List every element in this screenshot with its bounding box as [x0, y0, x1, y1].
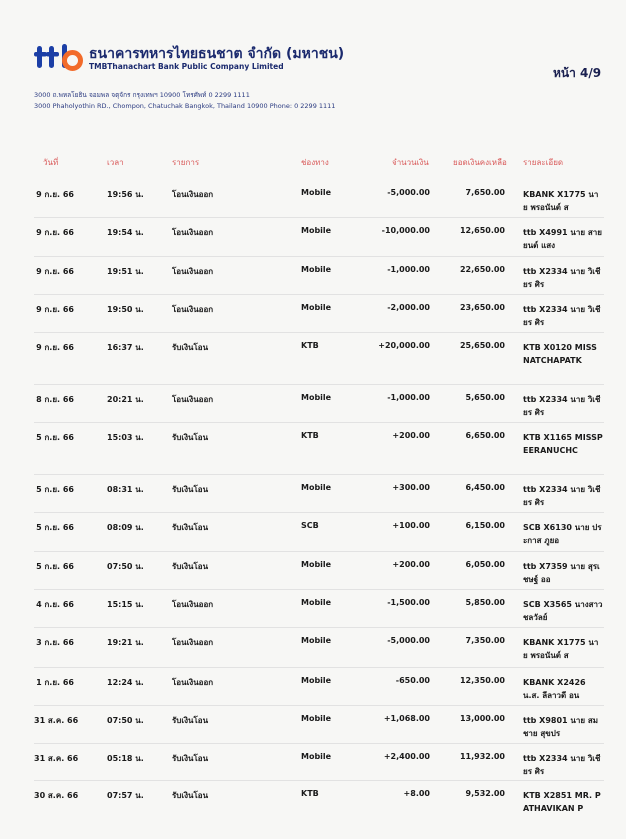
row-amount: -2,000.00	[387, 303, 430, 312]
page-number: หน้า 4/9	[553, 66, 602, 80]
row-amount: -1,000.00	[387, 265, 430, 274]
row-date: 31 ส.ค. 66	[34, 716, 79, 725]
row-time: 19:51 น.	[107, 267, 144, 276]
row-divider	[34, 589, 604, 590]
row-date: 9 ก.ย. 66	[36, 305, 74, 314]
row-date: 9 ก.ย. 66	[36, 343, 74, 352]
row-time: 20:21 น.	[107, 395, 144, 404]
row-balance: 22,650.00	[459, 265, 505, 274]
row-date: 5 ก.ย. 66	[36, 523, 74, 532]
row-divider	[34, 294, 604, 295]
row-description: โอนเงินออก	[172, 228, 214, 237]
row-divider	[34, 743, 604, 744]
row-date: 8 ก.ย. 66	[36, 395, 74, 404]
row-description: รับเงินโอน	[172, 791, 209, 800]
row-description: โอนเงินออก	[172, 678, 214, 687]
row-divider	[34, 332, 604, 333]
row-amount: -5,000.00	[387, 188, 430, 197]
row-date: 9 ก.ย. 66	[36, 228, 74, 237]
row-time: 19:50 น.	[107, 305, 144, 314]
row-date: 9 ก.ย. 66	[36, 267, 74, 276]
row-time: 19:21 น.	[107, 638, 144, 647]
row-balance: 5,850.00	[465, 598, 505, 607]
row-detail: SCB X3565 นางสาว ชลวัลย์	[523, 600, 603, 622]
row-date: 1 ก.ย. 66	[36, 678, 74, 687]
row-channel: SCB	[301, 521, 319, 530]
row-channel: KTB	[301, 431, 319, 440]
row-amount: +20,000.00	[378, 341, 430, 350]
row-divider	[34, 256, 604, 257]
row-channel: Mobile	[301, 265, 332, 274]
row-balance: 6,450.00	[465, 483, 505, 492]
row-balance: 9,532.00	[465, 789, 505, 798]
row-time: 16:37 น.	[107, 343, 144, 352]
row-time: 15:15 น.	[107, 600, 144, 609]
row-detail: ttb X2334 นาย วิเชียร ศิร	[523, 305, 601, 327]
row-balance: 7,350.00	[465, 636, 505, 645]
row-balance: 12,350.00	[459, 676, 505, 685]
row-detail: KBANK X1775 นาย พรอนันต์ ส	[523, 190, 599, 212]
row-amount: -1,500.00	[387, 598, 430, 607]
row-date: 5 ก.ย. 66	[36, 485, 74, 494]
row-detail: KBANK X2426 น.ส. ลีลาวดี อน	[523, 678, 586, 700]
row-date: 5 ก.ย. 66	[36, 433, 74, 442]
row-detail: KTB X0120 MISSNATCHAPATK	[523, 343, 597, 365]
row-balance: 7,650.00	[465, 188, 505, 197]
row-channel: Mobile	[301, 483, 332, 492]
row-channel: Mobile	[301, 636, 332, 645]
column-header-detail: รายละเอียด	[523, 158, 564, 167]
row-channel: Mobile	[301, 226, 332, 235]
row-time: 07:50 น.	[107, 562, 144, 571]
column-header-time: เวลา	[107, 158, 124, 167]
row-detail: ttb X7359 นาย สุรเชษฐ์ ออ	[523, 562, 600, 584]
row-divider	[34, 422, 604, 423]
row-divider	[34, 512, 604, 513]
row-balance: 11,932.00	[459, 752, 505, 761]
column-header-date: วันที่	[43, 158, 59, 167]
row-amount: -1,000.00	[387, 393, 430, 402]
row-channel: Mobile	[301, 752, 332, 761]
row-time: 15:03 น.	[107, 433, 144, 442]
row-divider	[34, 384, 604, 385]
row-description: โอนเงินออก	[172, 190, 214, 199]
row-amount: -10,000.00	[381, 226, 430, 235]
row-amount: -5,000.00	[387, 636, 430, 645]
row-divider	[34, 551, 604, 552]
row-description: รับเงินโอน	[172, 433, 209, 442]
row-amount: +2,400.00	[383, 752, 430, 761]
row-detail: ttb X2334 นาย วิเชียร ศิร	[523, 267, 601, 289]
row-time: 19:56 น.	[107, 190, 144, 199]
row-detail: KBANK X1775 นาย พรอนันต์ ส	[523, 638, 599, 660]
row-detail: KTB X2851 MR. PATHAVIKAN P	[523, 791, 601, 813]
row-description: รับเงินโอน	[172, 716, 209, 725]
row-channel: KTB	[301, 789, 319, 798]
row-time: 08:31 น.	[107, 485, 144, 494]
row-channel: Mobile	[301, 188, 332, 197]
row-description: รับเงินโอน	[172, 562, 209, 571]
bank-name-english: TMBThanachart Bank Public Company Limited	[89, 62, 284, 71]
row-date: 9 ก.ย. 66	[36, 190, 74, 199]
row-time: 07:57 น.	[107, 791, 144, 800]
row-amount: +100.00	[392, 521, 430, 530]
row-channel: Mobile	[301, 303, 332, 312]
row-channel: Mobile	[301, 393, 332, 402]
column-header-balance: ยอดเงินคงเหลือ	[453, 158, 507, 167]
row-time: 12:24 น.	[107, 678, 144, 687]
row-detail: ttb X9801 นาย สมชาย สุขปร	[523, 716, 598, 738]
row-divider	[34, 705, 604, 706]
row-description: โอนเงินออก	[172, 600, 214, 609]
row-description: โอนเงินออก	[172, 395, 214, 404]
row-detail: KTB X1165 MISSPEERANUCHC	[523, 433, 603, 455]
row-balance: 6,150.00	[465, 521, 505, 530]
row-divider	[34, 627, 604, 628]
row-time: 07:50 น.	[107, 716, 144, 725]
row-amount: +1,068.00	[383, 714, 430, 723]
row-date: 30 ส.ค. 66	[34, 791, 79, 800]
row-time: 08:09 น.	[107, 523, 144, 532]
row-balance: 6,650.00	[465, 431, 505, 440]
row-channel: Mobile	[301, 714, 332, 723]
row-description: โอนเงินออก	[172, 305, 214, 314]
row-amount: +200.00	[392, 431, 430, 440]
row-divider	[34, 667, 604, 668]
row-balance: 25,650.00	[459, 341, 505, 350]
row-balance: 6,050.00	[465, 560, 505, 569]
row-description: รับเงินโอน	[172, 523, 209, 532]
row-date: 3 ก.ย. 66	[36, 638, 74, 647]
row-amount: +8.00	[403, 789, 430, 798]
row-detail: ttb X2334 นาย วิเชียร ศิร	[523, 754, 601, 776]
row-amount: -650.00	[395, 676, 430, 685]
row-amount: +200.00	[392, 560, 430, 569]
row-time: 19:54 น.	[107, 228, 144, 237]
bank-name-thai: ธนาคารทหารไทยธนชาต จำกัด (มหาชน)	[89, 46, 345, 62]
row-description: รับเงินโอน	[172, 343, 209, 352]
row-channel: KTB	[301, 341, 319, 350]
column-header-description: รายการ	[172, 158, 200, 167]
row-divider	[34, 474, 604, 475]
row-time: 05:18 น.	[107, 754, 144, 763]
row-date: 4 ก.ย. 66	[36, 600, 74, 609]
row-detail: ttb X2334 นาย วิเชียร ศิร	[523, 395, 601, 417]
row-balance: 13,000.00	[459, 714, 505, 723]
row-divider	[34, 780, 604, 781]
row-detail: ttb X4991 นาย สายยนต์ แสง	[523, 228, 602, 250]
row-description: โอนเงินออก	[172, 267, 214, 276]
row-description: รับเงินโอน	[172, 754, 209, 763]
row-channel: Mobile	[301, 560, 332, 569]
row-balance: 5,650.00	[465, 393, 505, 402]
address-thai: 3000 ถ.พหลโยธิน จอมพล จตุจักร กรุงเทพฯ 10900 โทรศัพท์ 0 2299 1111	[34, 91, 250, 99]
row-date: 5 ก.ย. 66	[36, 562, 74, 571]
row-detail: SCB X6130 นาย ประกาส ภูยอ	[523, 523, 602, 545]
row-channel: Mobile	[301, 598, 332, 607]
row-balance: 23,650.00	[459, 303, 505, 312]
row-channel: Mobile	[301, 676, 332, 685]
address-english: 3000 Phaholyothin RD., Chompon, Chatuchak Bangkok, Thailand 10900 Phone: 0 2299 1111	[34, 102, 336, 110]
row-divider	[34, 217, 604, 218]
column-header-channel: ช่องทาง	[301, 158, 329, 167]
column-header-amount: จำนวนเงิน	[392, 158, 429, 167]
row-balance: 12,650.00	[459, 226, 505, 235]
row-description: รับเงินโอน	[172, 485, 209, 494]
row-amount: +300.00	[392, 483, 430, 492]
row-description: โอนเงินออก	[172, 638, 214, 647]
row-date: 31 ส.ค. 66	[34, 754, 79, 763]
row-detail: ttb X2334 นาย วิเชียร ศิร	[523, 485, 601, 507]
